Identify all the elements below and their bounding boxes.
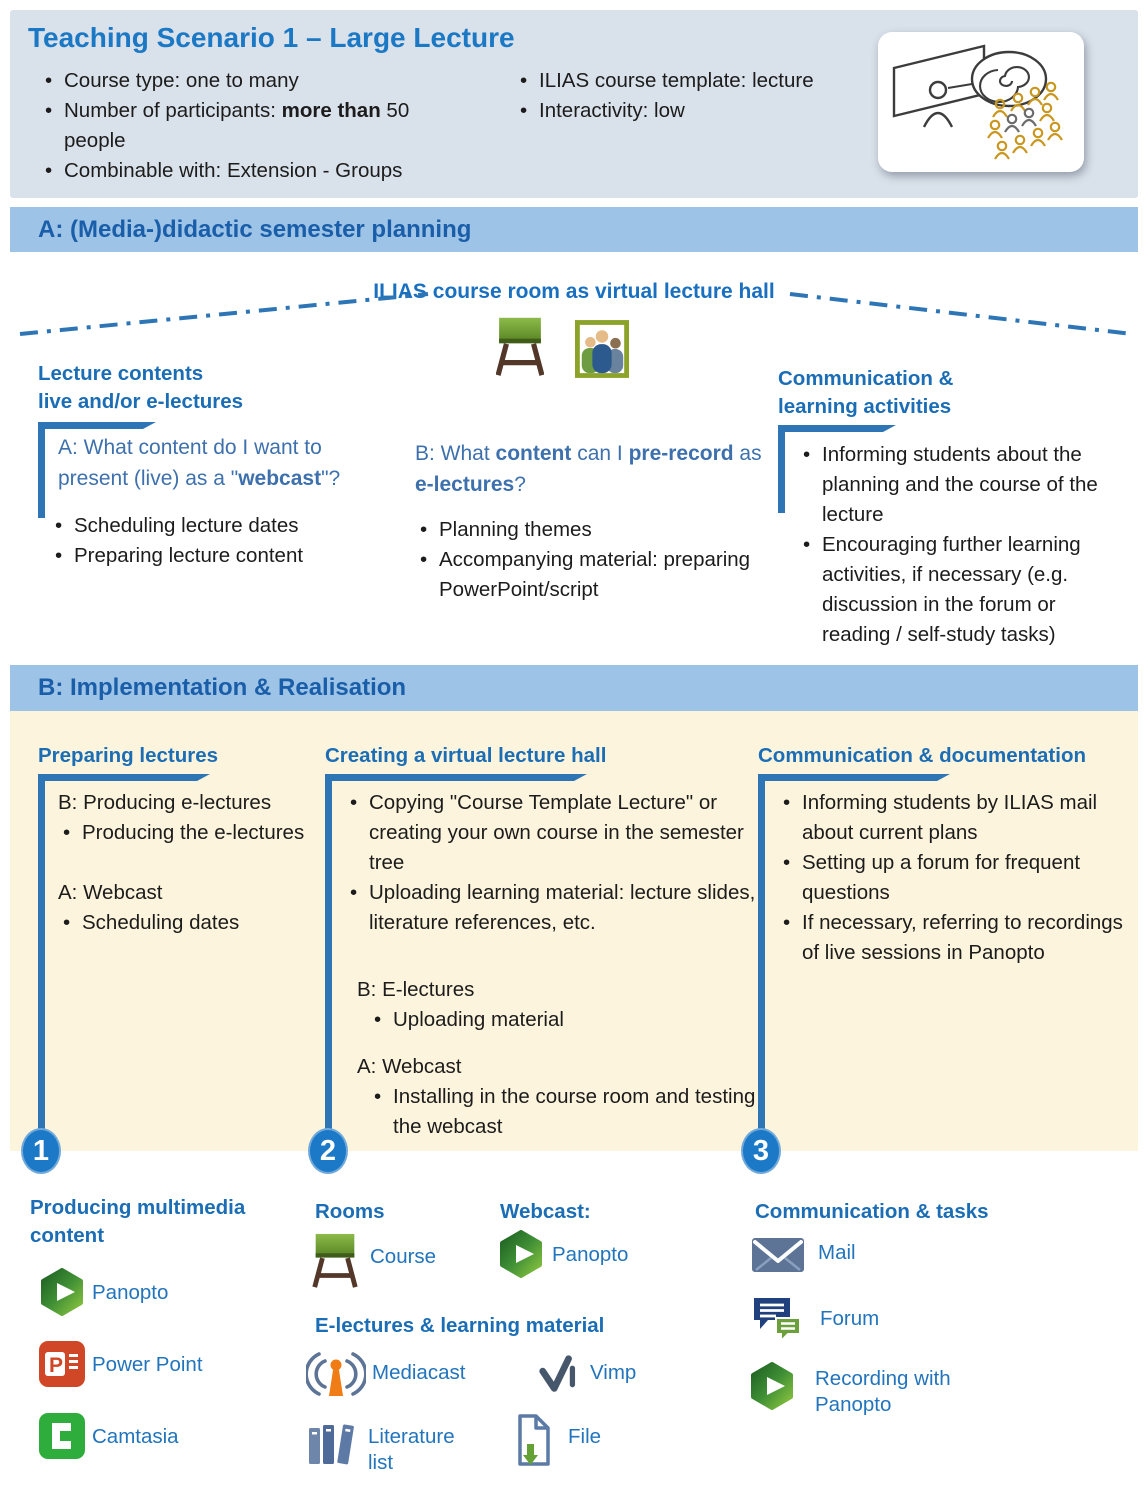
lecture-sketch-card [878,32,1084,172]
tool-label: Forum [820,1307,880,1330]
people-group-icon [575,320,629,378]
tool-label: Recording with Panopto [815,1367,951,1416]
course-board-icon [496,315,544,379]
tool-label: Power Point [92,1353,203,1376]
heading-line: Lecture contents [38,362,204,385]
header-bullet: • ILIAS course template: lecture [515,66,875,96]
bullet-item: • Uploading learning material: lecture slides, literature references, etc. [345,878,765,938]
mediacast-icon [306,1350,366,1398]
bullet-item: • Copying "Course Template Lecture" or creating your own course in the semester tree [345,788,765,878]
panopto-icon [497,1230,545,1278]
tool-label: Vimp [590,1361,637,1384]
bullet-item: • Setting up a forum for frequent questions [778,848,1123,908]
tools-rooms-heading: Rooms [315,1200,385,1223]
col-a3-bullets [798,440,1100,650]
col-a1-heading [38,360,243,416]
col-b3-bullets [778,788,1123,968]
tools-producing-heading: Producing multimedia content [30,1196,246,1247]
col-b1-heading: Preparing lectures [38,744,219,767]
forum-icon [750,1294,804,1344]
tool-label: Mail [818,1241,856,1264]
col-a3-heading [778,365,953,421]
col-b2-content [345,788,765,1142]
header-bullets-right [515,66,875,126]
bullet-item: • Informing students by ILIAS mail about current plans [778,788,1123,848]
group-label: B: E-lectures [357,978,475,1001]
tool-label: Panopto [552,1243,629,1266]
bullet-item: • Preparing lecture content [50,541,360,571]
bullet-item: • Planning themes [415,515,760,545]
ilias-course-room-label: ILIAS course room as virtual lecture hall [373,280,775,303]
page-title: Teaching Scenario 1 – Large Lecture [28,22,515,53]
tool-label: File [568,1425,602,1448]
bullet-item: • If necessary, referring to recordings of live sessions in Panopto [778,908,1123,968]
camtasia-icon [38,1412,86,1460]
heading-line: Communication & [778,367,954,390]
bullet-item: • Informing students about the planning and the course of the lecture [798,440,1100,530]
col-a1-question: A: What content do I want to present (live) as a "webcast"? [58,436,341,490]
col-b3-heading: Communication & documentation [758,744,1086,767]
tool-label: Panopto [92,1281,169,1304]
bullet-item: • Scheduling dates [58,908,310,938]
section-b-title: B: Implementation & Realisation [38,674,407,701]
mail-icon [750,1234,806,1276]
panopto-icon [748,1362,796,1410]
step-circle-1: 1 [21,1128,61,1174]
header-bullet: • Interactivity: low [515,96,875,126]
file-icon [512,1414,554,1468]
heading-line: live and/or e-lectures [38,390,244,413]
step-circle-2: 2 [308,1128,348,1174]
col-a2-bullets [415,515,760,605]
header-bullets-left [40,66,440,186]
group-label: A: Webcast [357,1055,462,1078]
header-bullet: • Combinable with: Extension - Groups [40,156,440,186]
bullet-item: • Encouraging further learning activities, if necessary (e.g. discussion in the forum or reading / self-study tasks) [798,530,1100,650]
bullet-item: • Scheduling lecture dates [50,511,360,541]
step-circle-3: 3 [741,1128,781,1174]
section-a-band [10,207,1138,252]
group-label: B: Producing e-lectures [58,791,272,814]
heading-line: learning activities [778,395,952,418]
tool-label: Course [370,1245,437,1268]
section-b-band [10,665,1138,711]
group-label: A: Webcast [58,881,163,904]
tool-label: Literature list [368,1425,455,1474]
col-b2-heading: Creating a virtual lecture hall [325,744,607,767]
bullet-item: • Installing in the course room and testing the webcast [369,1082,765,1142]
bullet-item: • Uploading material [369,1005,765,1035]
header-bullet: • Course type: one to many [40,66,440,96]
tools-communication-heading: Communication & tasks [755,1200,989,1223]
tools-electures-heading: E-lectures & learning material [315,1314,605,1337]
header-bullet: • Number of participants: more than 50 people [40,96,440,156]
section-a-title: A: (Media-)didactic semester planning [38,215,472,243]
bullet-item: • Accompanying material: preparing PowerPoint/script [415,545,760,605]
dash-connector-lines [0,286,1148,342]
literature-list-icon [306,1420,360,1466]
course-board-icon [312,1232,358,1290]
col-a2-question: B: What content can I pre-record as e-lectures? [415,442,762,496]
lecture-sketch-icon [878,32,1084,172]
panopto-icon [38,1268,86,1316]
tool-label: Mediacast [372,1361,466,1384]
tools-webcast-heading: Webcast: [500,1200,591,1223]
col-b1-content [58,788,310,938]
svg-text:P: P [49,1354,64,1377]
bullet-item: • Producing the e-lectures [58,818,310,848]
col-a1-bullets [50,511,360,571]
powerpoint-icon [38,1340,86,1388]
tool-label: Camtasia [92,1425,179,1448]
vimp-icon [536,1352,582,1398]
